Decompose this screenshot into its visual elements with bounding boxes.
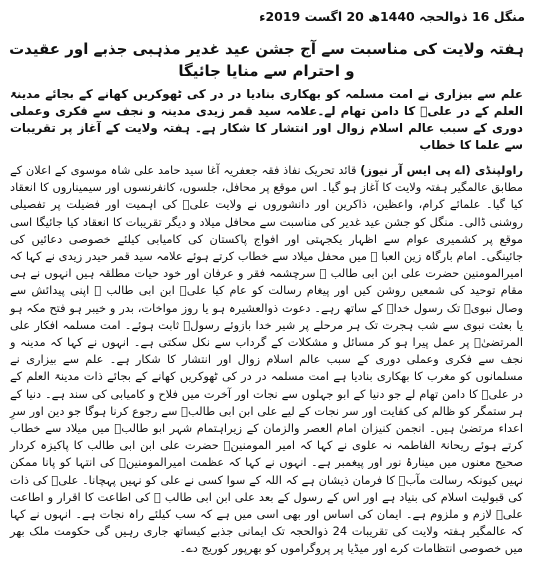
- article-location: راولپنڈی (اے پی ایس آر نیوز): [360, 163, 523, 177]
- article-headline: ہفتہ ولایت کی مناسبت سے آج جشن عید غدیر مذہبی جذبے اور عقیدت و احترام سے منایا جائیگا: [9, 40, 524, 80]
- article-body: [8, 162, 525, 558]
- dateline: منگل 16 ذوالحجہ 1440ھ 20 اگست 2019ء: [259, 9, 525, 24]
- article-paragraph: [10, 162, 523, 558]
- article-subheadline: علم سے بیزاری نے امت مسلمہ کو بھکاری بنادیا در در کی ٹھوکریں کھانے کے بجائے مدینۃ العلم کے در علیؑ کا دامن تھام لے۔علامہ سید قمر زیدی مدینہ و نجف سے فکری وعملی دوری کے سبب عالم اسلام زوال اور انتشار کا شکار ہے۔ ہفتہ ولایت کے آغاز پر تقریبات سے علما کا خطاب: [10, 87, 523, 152]
- article-text: قائد تحریک نفاذ فقہ جعفریہ آغا سید حامد علی شاہ موسوی کے اعلان کے مطابق عالمگیر ہفتہ ولایت کا آغاز ہو گیا۔ اس موقع پر محافل، جلسوں، کانفرنسوں اور سیمیناروں کا انعقاد کیا گیا۔ علمائے کرام، واعظین، ذاکرین اور دانشوروں نے ولایت علیؑ کی اہمیت اور فضیلت پر تفصیلی روشنی ڈالی۔ منگل کو جشن عید غدیر کی مناسبت سے محافل میلاد و دیگر تقریبات کا انعقاد کیا جائیگا اسی موقع پر کشمیری عوام سے اظہار یکجہتی اور افواج پاکستان کی کامیابی کیلئے خصوصی دعائیں کی جائینگی۔ امام بارگاہ زین العبا ؑ میں محفل میلاد سے خطاب کرتے ہوئے علامہ سید قمر حیدر زیدی نے کہا کہ امیرالمومنین حضرت علی ابن ابی طالب ؑ سرچشمہ فقر و عرفان اور خود حیات مطلقہ ہیں انہوں نے ہی مقام توحید کی شمعیں روشن کیں اور پیغام رسالت کو عام کیا علیؑ ابن ابی طالب ؑ اپنی پیدائش سے وصال نبویؐ تک رسول خداؐ کے ساتھ رہے۔ دعوت ذوالعشیرہ ہو یا روز مواخات، بدر و خیبر ہو فتح مکہ ہو یا بعثت نبوی سے شب ہجرت تک ہر مرحلے پر شیر خدا بازوئے رسولؐ ثابت ہوئے۔ امت مسلمہ افکار علی المرتضیٰؑ پر عمل پیرا ہو کر مسائل و مشکلات کے گرداب سے نکل سکتی ہے۔ انہوں نے کہا کہ مدینہ و نجف سے فکری وعملی دوری کے سبب عالم اسلام زوال اور انتشار کا شکار ہے۔ علم سے بیزاری نے مسلمانوں کو مغرب کا بھکاری بنادیا ہے امت مسلمہ در در کی ٹھوکریں کھانے کے بجائے ذات مدینۃ العلم کے در علیؑ کا دامن تھام لے جو دنیا کے ابو جہلوں سے نجات اور آخرت میں فلاح و کامیابی کی سند ہے۔ دنیا کے ہر ستمگر کو ظالم کی کفایت اور سر نجات کے لیے علی ابن ابی طالبؑ سے رجوع کرنا ہوگا جو دین اور سرِ اعداء مرتضیٰ ہیں۔ انجمن کنیزان امام العصر والزمان کے زیراہتمام شہر ابو طالبؑ میں میلاد سے خطاب کرتے ہوئے ریحانۃ الفاطمہ نہ علوی نے کہا کہ امیر المومنینؑ حضرت علی ابن ابی طالب کا پاکیزہ کردار صحیح معنوں میں مینارۂ نور اور پیغمبر ہے۔ انہوں نے کہا کہ عظمت امیرالمومنینؑ کی انتہا کو پانا ممکن نہیں کیونکہ رسالت مآبؐ کا فرمان ذیشان ہے کہ اللہ کے سوا کسی نے علی کو نہیں پہچانا۔ علیؑ کی ذات کی قبولیت اسلام کی بنیاد ہے اور اس کے رسول کے بعد علی ابن ابی طالب ؑ کی اطاعت کا اقرار و اطاعت علیؑ لازم و ملزوم ہے۔ ایمان کی اساس اور بھی اسی میں ہے کہ سب کیلئے راہ نجات ہے۔ انہوں نے کہا کہ عالمگیر ہفتہ ولایت کی تقریبات 24 ذوالحجہ تک ایمانی جذبے کیساتھ جاری رہیں گی حکومت ملک بھر میں خصوصی انتظامات کرے اور میڈیا پر پروگراموں کو بھرپور کوریج دے۔: [10, 163, 523, 556]
